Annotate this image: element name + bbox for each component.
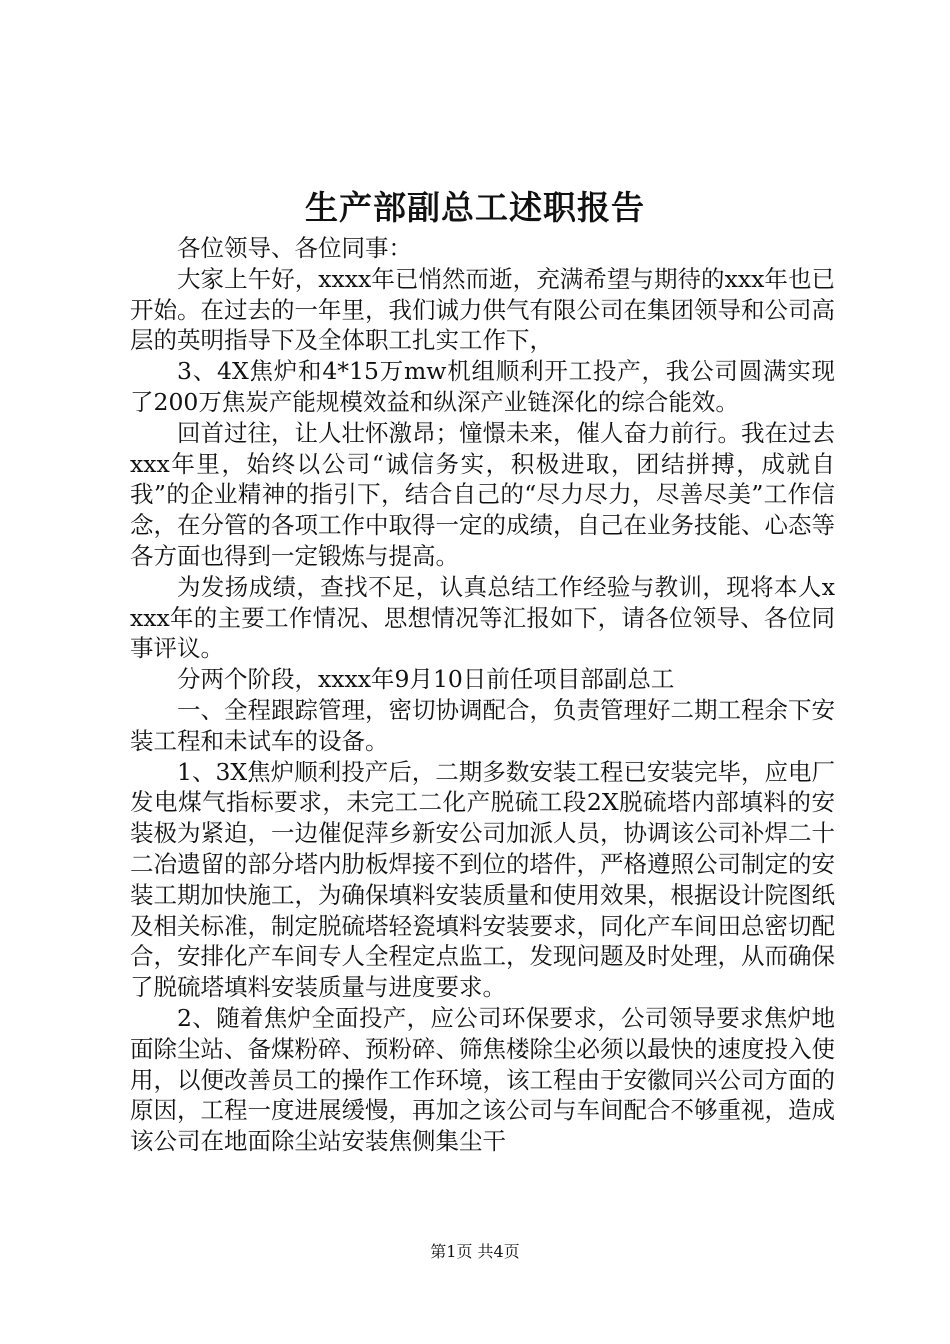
section-heading: 一、全程跟踪管理，密切协调配合，负责管理好二期工程余下安装工程和未试车的设备。 [130, 695, 835, 755]
paragraph-greeting: 各位领导、各位同事： [177, 234, 412, 262]
paragraph: 1、3X焦炉顺利投产后，二期多数安装工程已安装完毕，应电厂发电煤气指标要求，未完工二化产脱硫工段2X脱硫塔内部填料的安装极为紧迫，一边催促萍乡新安公司加派人员，协调该公司补焊二十二冶遗留的部分塔内肋板焊接不到位的塔件，严格遵照公司制定的安装工期加快施工，为确保填料安装质量和使用效果，根据设计院图纸及相关标准，制定脱硫塔轻瓷填料安装要求，同化产车间田总密切配合，安排化产车间专人全程定点监工，发现问题及时处理，从而确保了脱硫塔填料安装质量与进度要求。 [130, 757, 835, 1002]
paragraph: 2、随着焦炉全面投产，应公司环保要求，公司领导要求焦炉地面除尘站、备煤粉碎、预粉碎、筛焦楼除尘必须以最快的速度投入使用，以便改善员工的操作工作环境，该工程由于安徽同兴公司方面的原因，工程一度进展缓慢，再加之该公司与车间配合不够重视，造成该公司在地面除尘站安装焦侧集尘干 [130, 1003, 835, 1156]
paragraph: 为发扬成绩，查找不足，认真总结工作经验与教训，现将本人xxxx年的主要工作情况、思想情况等汇报如下，请各位领导、各位同事评议。 [130, 572, 835, 663]
paragraph: 大家上午好，xxxx年已悄然而逝，充满希望与期待的xxx年也已开始。在过去的一年里，我们诚力供气有限公司在集团领导和公司高层的英明指导下及全体职工扎实工作下， [130, 264, 835, 355]
document-title: 生产部副总工述职报告 [305, 188, 645, 227]
document-body [130, 233, 835, 1157]
page-footer: 第1页 共4页 [430, 1242, 520, 1261]
paragraph: 3、4X焦炉和4*15万mw机组顺利开工投产，我公司圆满实现了200万焦炭产能规模效益和纵深产业链深化的综合能效。 [130, 357, 835, 416]
paragraph: 回首过往，让人壮怀激昂；憧憬未来，催人奋力前行。我在过去xxx年里，始终以公司“诚信务实，积极进取，团结拼搏，成就自我”的企业精神的指引下，结合自己的“尽力尽力，尽善尽美”工作信念，在分管的各项工作中取得一定的成绩，自己在业务技能、心态等各方面也得到一定锻炼与提高。 [130, 418, 835, 570]
paragraph: 分两个阶段，xxxx年9月10日前任项目部副总工 [177, 665, 675, 694]
